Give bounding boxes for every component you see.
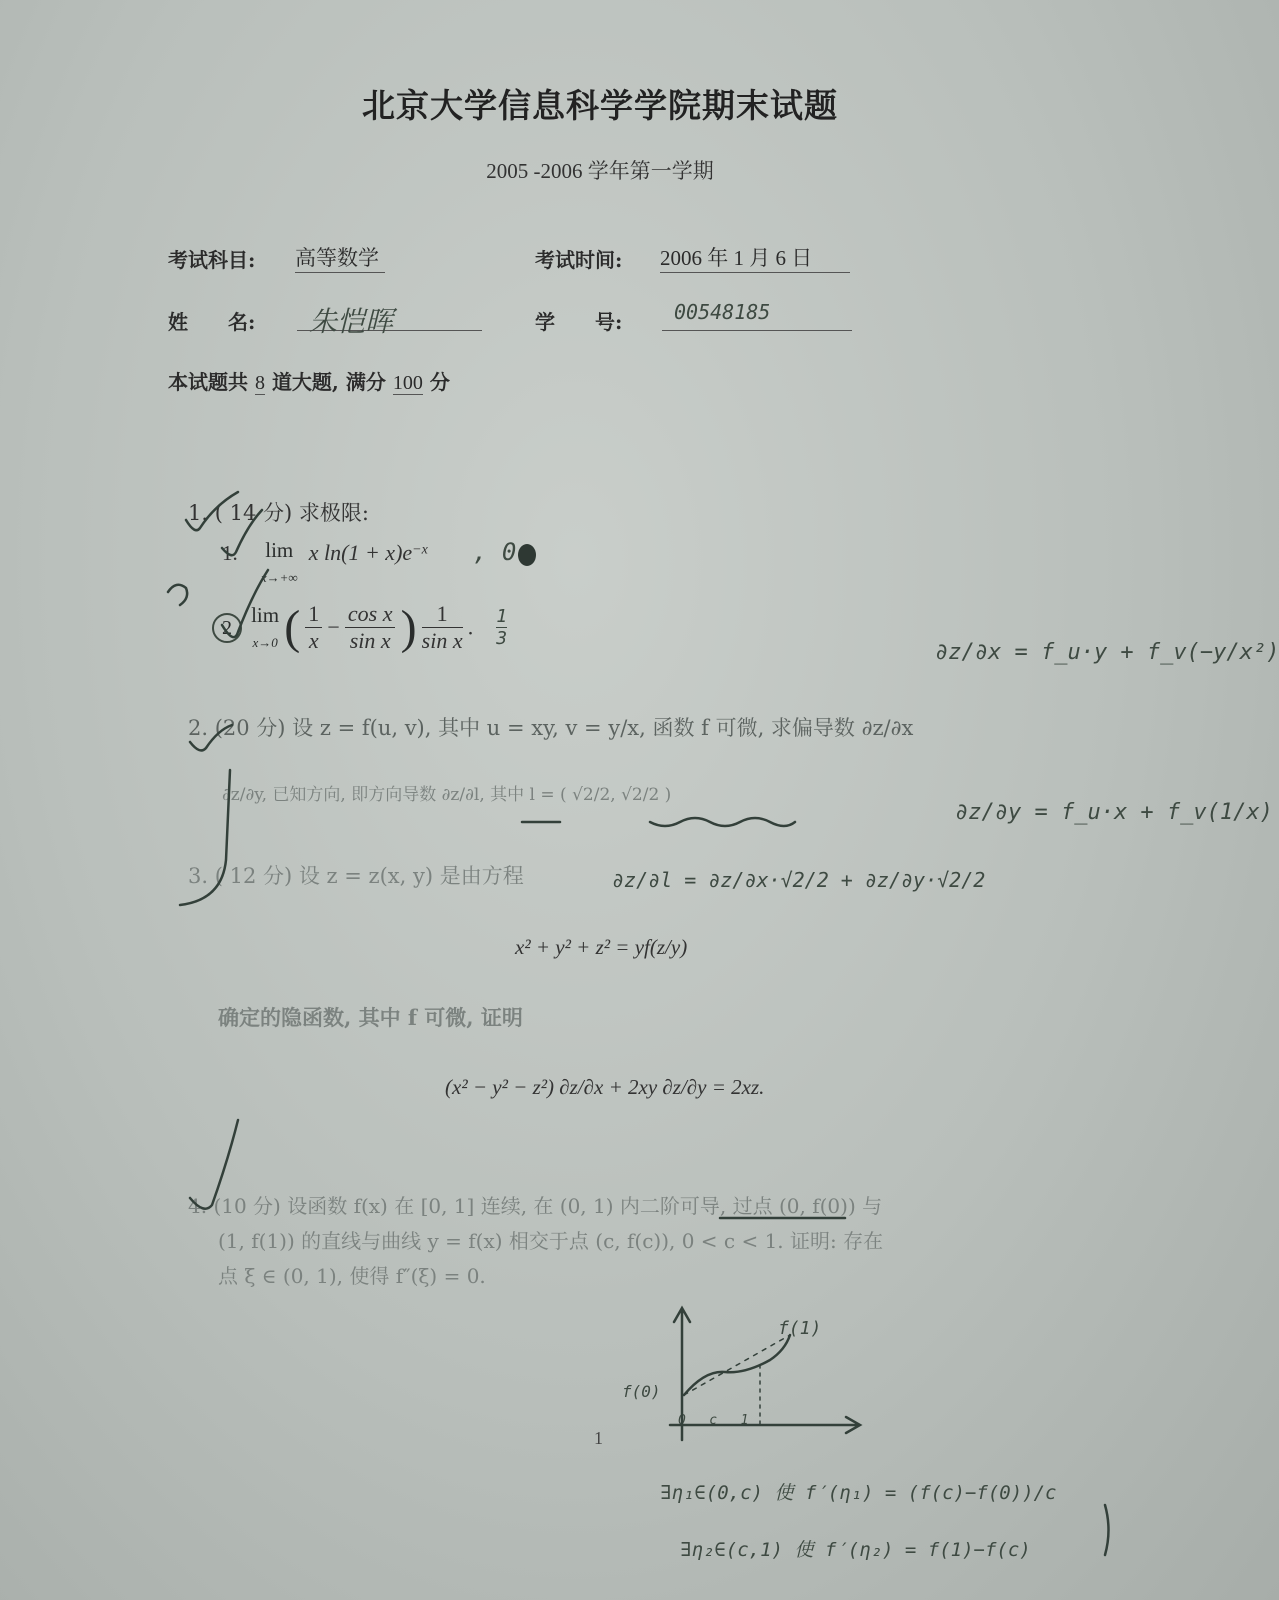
frac2-den: sin x — [349, 628, 391, 653]
q4-line3: 点 ξ ∈ (0, 1), 使得 f″(ξ) = 0. — [218, 1264, 486, 1288]
graph-chord — [684, 1335, 790, 1395]
q4-line2: (1, f(1)) 的直线与曲线 y = f(x) 相交于点 (c, f(c)), 0 < c < 1. 证明: 存在 — [218, 1229, 884, 1253]
id-value: 00548185 — [674, 300, 771, 324]
bottom-brace — [1105, 1505, 1109, 1555]
graph-label-f0: f(0) — [622, 1382, 661, 1401]
long-stroke-q2-q3 — [180, 770, 230, 905]
note-dzdl: ∂z/∂l = ∂z/∂x·√2/2 + ∂z/∂y·√2/2 — [612, 868, 986, 892]
summary-score: 100 — [392, 372, 423, 394]
name-label: 姓 名: — [168, 310, 256, 334]
q3-equation: x² + y² + z² = yf(z/y) — [515, 935, 688, 959]
frac2-num: cos x — [345, 601, 396, 628]
q1-heading: 1. ( 14 分) 求极限: — [188, 501, 369, 525]
q3-proof-equation: (x² − y² − z²) ∂z/∂x + 2xy ∂z/∂y = 2xz. — [445, 1075, 765, 1099]
page-number: 1 — [594, 1428, 603, 1448]
time-label: 考试时间: — [535, 248, 623, 272]
id-label: 学 号: — [535, 310, 623, 334]
ink-blot — [518, 544, 536, 566]
q1-p1-sub: x→+∞ — [260, 570, 298, 585]
summary-mid: 道大题, 满分 — [271, 370, 386, 394]
frac3-den: sin x — [421, 628, 463, 653]
q3-description: 确定的隐函数, 其中 f 可微, 证明 — [218, 1005, 523, 1030]
q1-p1-number: 1. — [222, 541, 238, 565]
q1-p2-number: 2 — [212, 613, 242, 643]
summary-pre: 本试题共 — [168, 370, 248, 394]
close-paren: ) — [400, 601, 417, 654]
q1-p1-exp: −x — [412, 542, 428, 558]
summary-post: 分 — [429, 370, 450, 394]
q2-line2: ∂z/∂y, 已知方向, 即方向导数 ∂z/∂l, 其中 l = ( √2/2, √2/2 ) — [222, 785, 672, 805]
q2-heading: 2. (20 分) 设 z = f(u, v), 其中 u = xy, v = y/x, 函数 f 可微, 求偏导数 ∂z/∂x — [188, 716, 914, 740]
check-mark-q1 — [186, 492, 238, 530]
open-paren: ( — [284, 601, 301, 654]
graph-y-axis — [674, 1308, 690, 1440]
q1-p1-answer: , 0 — [472, 538, 517, 566]
period: . — [467, 614, 474, 640]
frac1-den: x — [308, 628, 319, 653]
check-mark-q4 — [190, 1120, 238, 1209]
graph-x-axis — [670, 1417, 860, 1433]
graph-label-f1: f(1) — [778, 1318, 822, 1339]
note-dzdy: ∂z/∂y = f_u·x + f_v(1/x) — [955, 800, 1273, 825]
name-value: 朱恺晖 — [309, 305, 394, 338]
lim-text-2: lim — [251, 602, 280, 627]
note-dzdx: ∂z/∂x = f_u·y + f_v(−y/x²) — [935, 640, 1279, 665]
q4-line1: 4. (10 分) 设函数 f(x) 在 [0, 1] 连续, 在 (0, 1) 内二阶可导, 过点 (0, f(0)) 与 — [188, 1194, 883, 1218]
q3-heading: 3. ( 12 分) 设 z = z(x, y) 是由方程 — [188, 864, 524, 888]
check-mark-q1-p2 — [222, 570, 268, 637]
q1-p1-expr: x ln(1 + x)e — [308, 540, 413, 565]
semester-line: 2005 -2006 学年第一学期 — [486, 159, 714, 183]
check-mark-q1-p1 — [222, 510, 262, 555]
ans-num: 1 — [496, 606, 508, 627]
question-mark-left — [168, 585, 187, 605]
frac3-num: 1 — [422, 601, 463, 628]
note-bottom-1: ∃η₁∈(0,c) 使 f′(η₁) = (f(c)−f(0))/c — [660, 1482, 1057, 1504]
summary-count: 8 — [254, 372, 265, 394]
subject-label: 考试科目: — [168, 248, 256, 272]
minus-sign: − — [327, 614, 340, 640]
subject-value: 高等数学 — [295, 242, 385, 273]
check-mark-q2 — [190, 725, 232, 750]
exam-title: 北京大学信息科学学院期末试题 — [362, 86, 838, 125]
time-value: 2006 年 1 月 6 日 — [660, 242, 850, 273]
wavy-underline-q2 — [650, 818, 795, 826]
lim-text: lim — [265, 538, 294, 562]
graph-axis-labels: 0 c 1 — [678, 1413, 749, 1428]
ans-den: 3 — [496, 628, 508, 649]
frac1-num: 1 — [305, 601, 322, 628]
note-bottom-2: ∃η₂∈(c,1) 使 f′(η₂) = f(1)−f(c) — [680, 1539, 1031, 1561]
q1-p2-sub: x→0 — [252, 634, 278, 650]
